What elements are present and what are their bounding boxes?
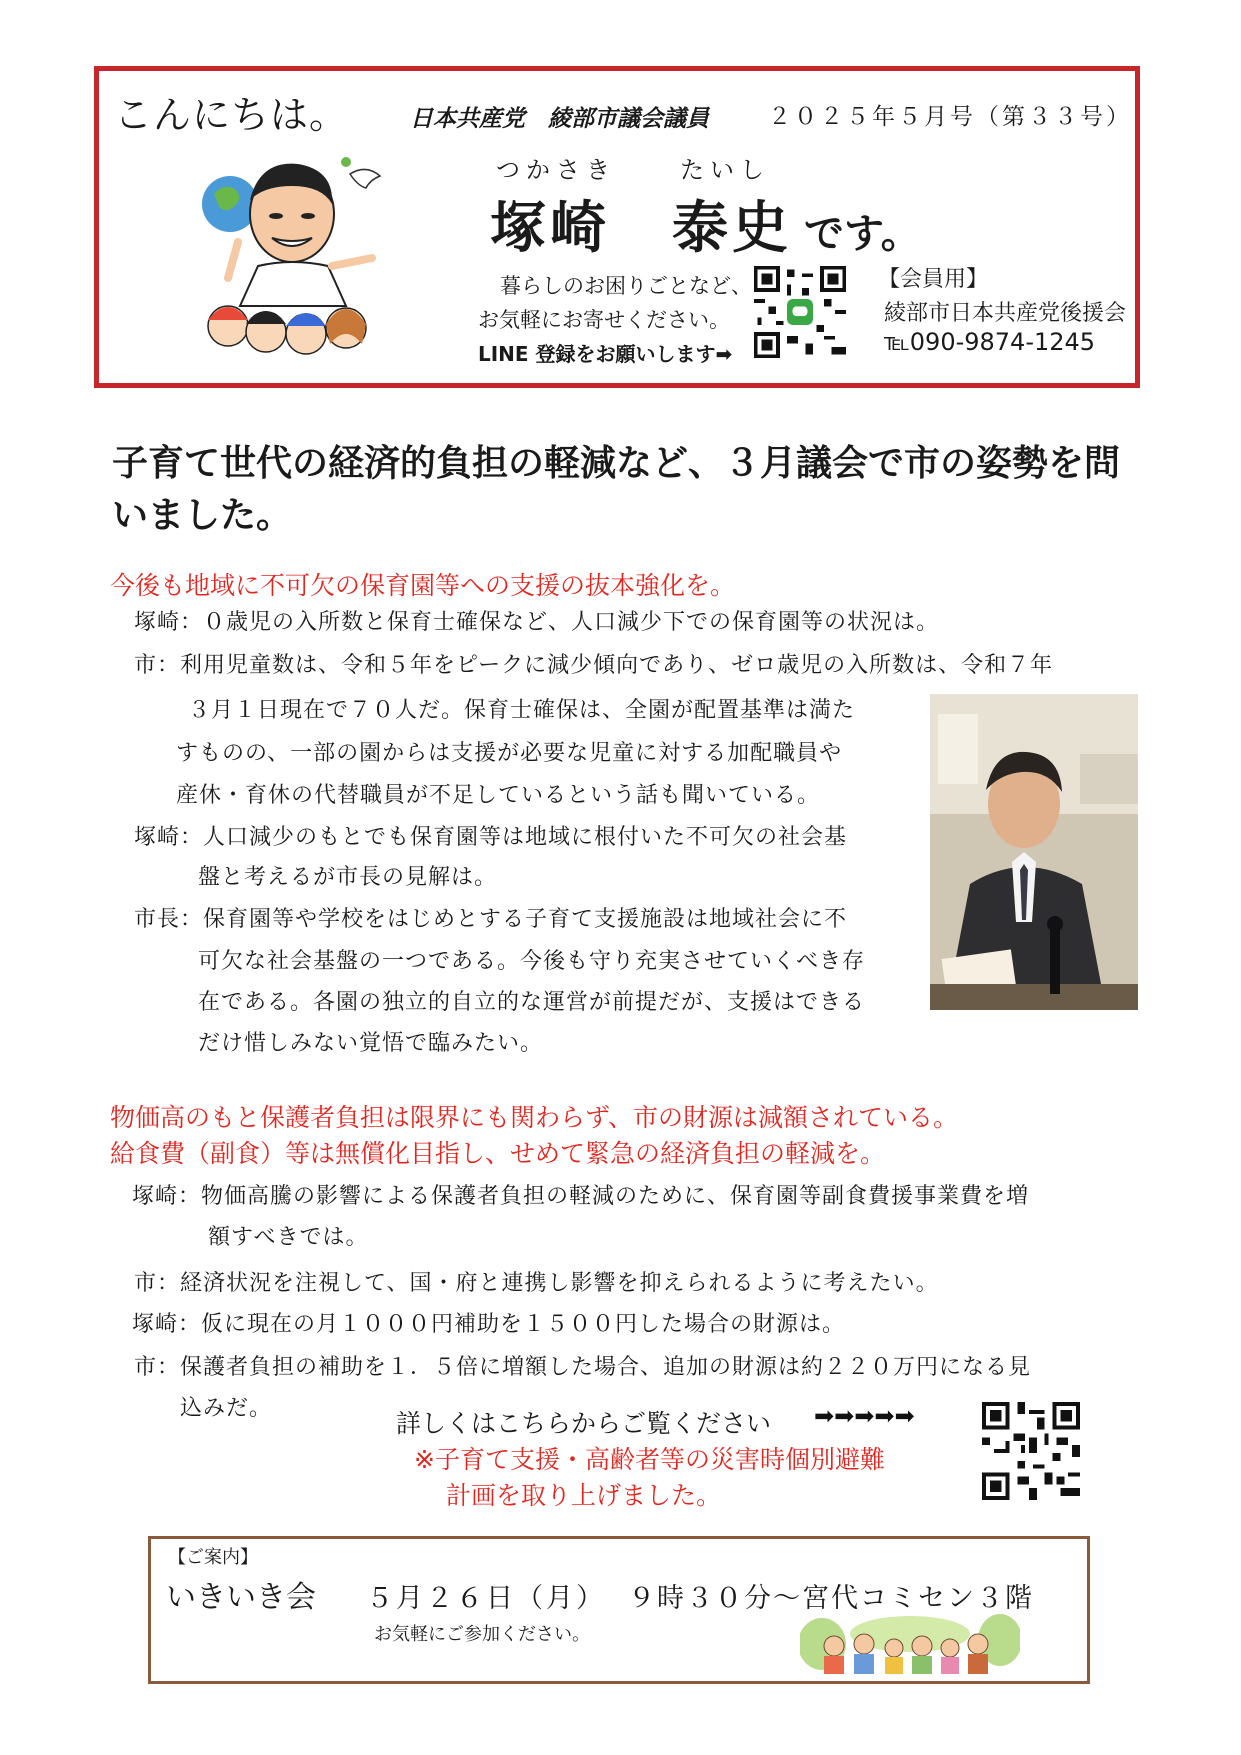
headline: 子育て世代の経済的負担の軽減など、３月議会で市の姿勢を問いました。	[112, 443, 1121, 536]
arrow-right-icon: ➡➡➡➡➡	[814, 1402, 915, 1430]
event-label: 【ご案内】	[168, 1547, 258, 1568]
section2-line: 塚崎：仮に現在の月１０００円補助を１５００円した場合の財源は。	[132, 1312, 846, 1337]
details-qr-code-icon[interactable]	[982, 1402, 1080, 1500]
section2-line: 市：保護者負担の補助を１．５倍に増額した場合、追加の財源は約２２０万円になる見	[134, 1355, 1032, 1380]
section1-line: すものの、一部の園からは支援が必要な児童に対する加配職員や	[176, 741, 843, 766]
party-role: 日本共産党 綾部市議会議員	[410, 106, 709, 132]
member-line-1: 【会員用】	[878, 267, 989, 292]
section1-line: だけ惜しみない覚悟で臨みたい。	[198, 1031, 544, 1056]
event-note: お気軽にご参加ください。	[374, 1624, 590, 1645]
name-suffix: です。	[804, 211, 921, 257]
contact-line-3: LINE 登録をお願いします➡	[478, 342, 733, 366]
issue-number: ２０２５年５月号（第３３号）	[768, 104, 1132, 130]
section1-title: 今後も地域に不可欠の保育園等への支援の抜本強化を。	[110, 571, 736, 600]
section2-line: 塚崎：物価高騰の影響による保護者負担の軽減のために、保育園等副食費援事業費を増	[132, 1184, 1030, 1209]
name-given: 泰史	[672, 196, 792, 261]
event-time-place: ９時３０分〜宮代コミセン３階	[628, 1583, 1034, 1614]
details-note-1: ※子育て支援・高齢者等の災害時個別避難	[414, 1445, 885, 1474]
greeting: こんにちは。	[114, 93, 349, 137]
section1-line: 産休・育休の代替職員が不足しているという話も聞いている。	[176, 783, 821, 808]
name-family: 塚崎	[490, 196, 610, 261]
furigana-given-name: たいし	[680, 156, 770, 184]
section2-line: 額すべきでは。	[208, 1225, 369, 1250]
furigana-family-name: つかさき	[496, 156, 616, 184]
section2-title-2: 給食費（副食）等は無償化目指し、せめて緊急の経済負担の軽減を。	[110, 1139, 886, 1168]
section1-line: 盤と考えるが市長の見解は。	[198, 865, 498, 890]
section1-line: 塚崎：０歳児の入所数と保育士確保など、人口減少下での保育園等の状況は。	[134, 610, 940, 635]
council-photo	[930, 694, 1138, 1010]
details-link-text: 詳しくはこちらからご覧ください	[396, 1409, 772, 1438]
section1-line: 市長：保育園等や学校をはじめとする子育て支援施設は地域社会に不	[134, 907, 848, 932]
event-name: いきいき会	[166, 1580, 316, 1615]
details-note-2: 計画を取り上げました。	[446, 1481, 722, 1510]
event-date: ５月２６日（月）	[366, 1583, 606, 1614]
section1-line: 在である。各園の独立的自立的な運営が前提だが、支援はできる	[198, 990, 866, 1015]
line-qr-code-icon[interactable]	[754, 266, 846, 358]
contact-line-2: お気軽にお寄せください。	[478, 308, 730, 332]
section1-line: ３月１日現在で７０人だ。保育士確保は、全園が配置基準は満た	[188, 698, 856, 723]
caricature-illustration	[200, 148, 396, 364]
contact-line-1: 暮らしのお困りごとなど、	[500, 274, 752, 298]
section2-line: 込みだ。	[180, 1396, 273, 1421]
section2-title-1: 物価高のもと保護者負担は限界にも関わらず、市の財源は減額されている。	[110, 1103, 959, 1132]
member-phone: ℡090-9874-1245	[884, 328, 1096, 356]
section1-line: 可欠な社会基盤の一つである。今後も守り充実させていくべき存	[198, 949, 866, 974]
section1-line: 市：利用児童数は、令和５年をピークに減少傾向であり、ゼロ歳児の入所数は、令和７年	[134, 653, 1054, 678]
section2-line: 市：経済状況を注視して、国・府と連携し影響を抑えられるように考えたい。	[134, 1271, 939, 1296]
section1-line: 塚崎：人口減少のもとでも保育園等は地域に根付いた不可欠の社会基	[134, 825, 848, 850]
people-illustration	[800, 1614, 1020, 1674]
member-line-2: 綾部市日本共産党後援会	[884, 301, 1127, 326]
